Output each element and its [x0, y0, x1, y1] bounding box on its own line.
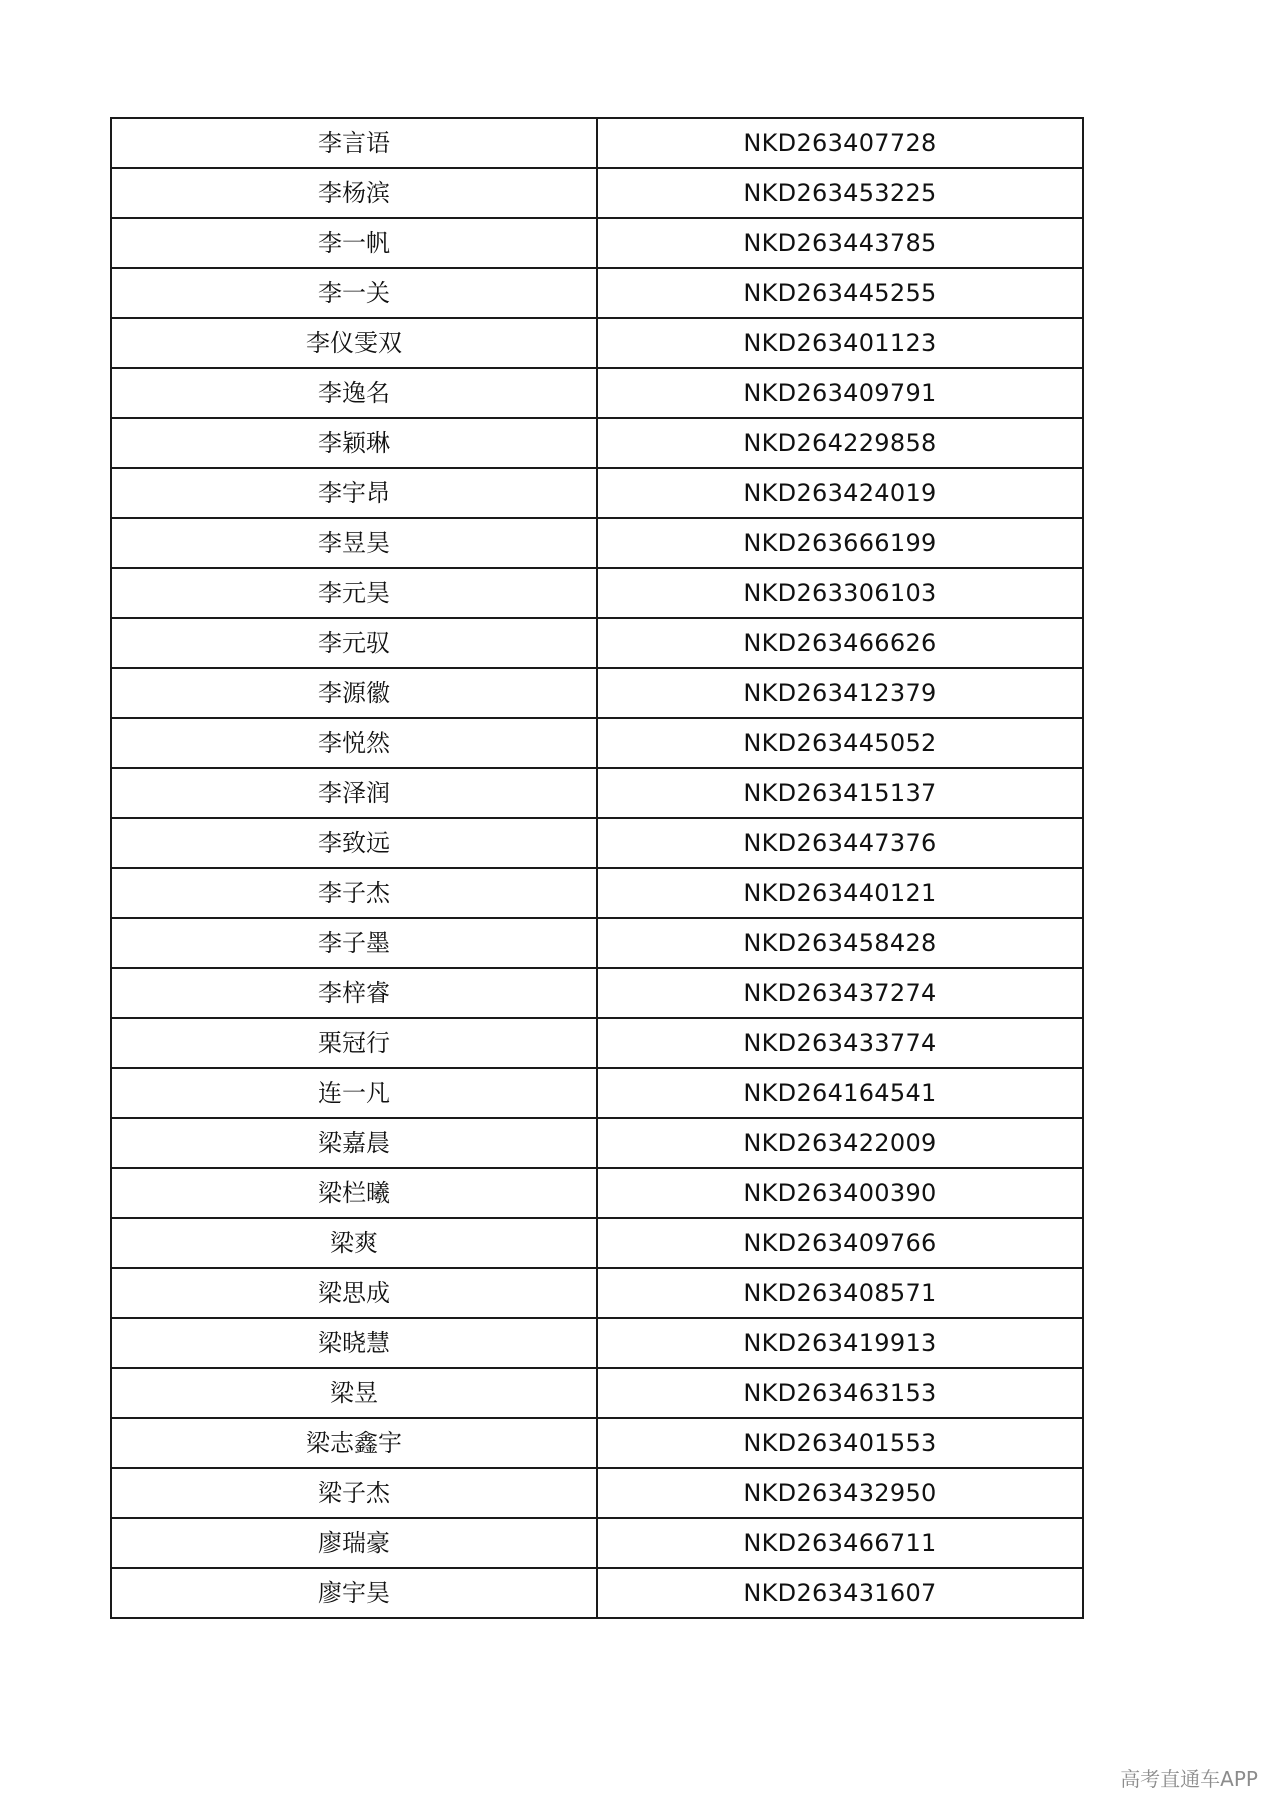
id-cell: NKD263432950 — [597, 1468, 1083, 1518]
name-cell: 李元驭 — [111, 618, 597, 668]
id-cell: NKD263433774 — [597, 1018, 1083, 1068]
id-cell: NKD263666199 — [597, 518, 1083, 568]
name-cell: 李昱昊 — [111, 518, 597, 568]
name-cell: 李元昊 — [111, 568, 597, 618]
watermark: 高考直通车APP — [1120, 1767, 1258, 1791]
name-cell: 李泽润 — [111, 768, 597, 818]
table-row — [111, 1168, 1083, 1218]
table-row — [111, 718, 1083, 768]
id-cell: NKD263415137 — [597, 768, 1083, 818]
table-row — [111, 1518, 1083, 1568]
name-cell: 李逸名 — [111, 368, 597, 418]
id-cell: NKD263409791 — [597, 368, 1083, 418]
table-row — [111, 968, 1083, 1018]
id-cell: NKD263445255 — [597, 268, 1083, 318]
id-cell: NKD263401123 — [597, 318, 1083, 368]
id-cell: NKD263306103 — [597, 568, 1083, 618]
table-row — [111, 368, 1083, 418]
table-row — [111, 118, 1083, 168]
name-cell: 李杨滨 — [111, 168, 597, 218]
table-row — [111, 1268, 1083, 1318]
id-cell: NKD263431607 — [597, 1568, 1083, 1618]
table-row — [111, 1418, 1083, 1468]
roster-table-body — [111, 118, 1083, 1618]
id-cell: NKD263412379 — [597, 668, 1083, 718]
id-cell: NKD264229858 — [597, 418, 1083, 468]
name-cell: 李宇昂 — [111, 468, 597, 518]
id-cell: NKD263453225 — [597, 168, 1083, 218]
table-row — [111, 1468, 1083, 1518]
table-row — [111, 1218, 1083, 1268]
id-cell: NKD264164541 — [597, 1068, 1083, 1118]
name-cell: 李言语 — [111, 118, 597, 168]
name-cell: 廖瑞豪 — [111, 1518, 597, 1568]
table-row — [111, 1018, 1083, 1068]
roster-table — [110, 117, 1084, 1619]
name-cell: 李一关 — [111, 268, 597, 318]
name-cell: 连一凡 — [111, 1068, 597, 1118]
table-row — [111, 918, 1083, 968]
id-cell: NKD263440121 — [597, 868, 1083, 918]
table-row — [111, 518, 1083, 568]
id-cell: NKD263424019 — [597, 468, 1083, 518]
table-row — [111, 1118, 1083, 1168]
id-cell: NKD263463153 — [597, 1368, 1083, 1418]
id-cell: NKD263447376 — [597, 818, 1083, 868]
table-row — [111, 1318, 1083, 1368]
table-row — [111, 218, 1083, 268]
name-cell: 梁子杰 — [111, 1468, 597, 1518]
id-cell: NKD263409766 — [597, 1218, 1083, 1268]
name-cell: 栗冠行 — [111, 1018, 597, 1068]
name-cell: 廖宇昊 — [111, 1568, 597, 1618]
name-cell: 李梓睿 — [111, 968, 597, 1018]
table-row — [111, 318, 1083, 368]
name-cell: 李子墨 — [111, 918, 597, 968]
id-cell: NKD263422009 — [597, 1118, 1083, 1168]
id-cell: NKD263407728 — [597, 118, 1083, 168]
name-cell: 梁昱 — [111, 1368, 597, 1418]
name-cell: 梁栏曦 — [111, 1168, 597, 1218]
table-row — [111, 568, 1083, 618]
name-cell: 梁爽 — [111, 1218, 597, 1268]
table-row — [111, 1068, 1083, 1118]
id-cell: NKD263445052 — [597, 718, 1083, 768]
name-cell: 梁思成 — [111, 1268, 597, 1318]
name-cell: 李仪雯双 — [111, 318, 597, 368]
id-cell: NKD263466626 — [597, 618, 1083, 668]
name-cell: 李颖琳 — [111, 418, 597, 468]
table-row — [111, 268, 1083, 318]
table-row — [111, 1368, 1083, 1418]
id-cell: NKD263419913 — [597, 1318, 1083, 1368]
name-cell: 李悦然 — [111, 718, 597, 768]
table-row — [111, 768, 1083, 818]
id-cell: NKD263466711 — [597, 1518, 1083, 1568]
table-row — [111, 868, 1083, 918]
table-row — [111, 1568, 1083, 1618]
table-row — [111, 168, 1083, 218]
name-cell: 李源徽 — [111, 668, 597, 718]
name-cell: 梁志鑫宇 — [111, 1418, 597, 1468]
name-cell: 李一帆 — [111, 218, 597, 268]
id-cell: NKD263443785 — [597, 218, 1083, 268]
table-row — [111, 618, 1083, 668]
id-cell: NKD263401553 — [597, 1418, 1083, 1468]
name-cell: 李子杰 — [111, 868, 597, 918]
id-cell: NKD263408571 — [597, 1268, 1083, 1318]
table-row — [111, 818, 1083, 868]
id-cell: NKD263458428 — [597, 918, 1083, 968]
name-cell: 李致远 — [111, 818, 597, 868]
table-row — [111, 468, 1083, 518]
table-row — [111, 668, 1083, 718]
id-cell: NKD263400390 — [597, 1168, 1083, 1218]
name-cell: 梁晓慧 — [111, 1318, 597, 1368]
table-row — [111, 418, 1083, 468]
id-cell: NKD263437274 — [597, 968, 1083, 1018]
name-cell: 梁嘉晨 — [111, 1118, 597, 1168]
